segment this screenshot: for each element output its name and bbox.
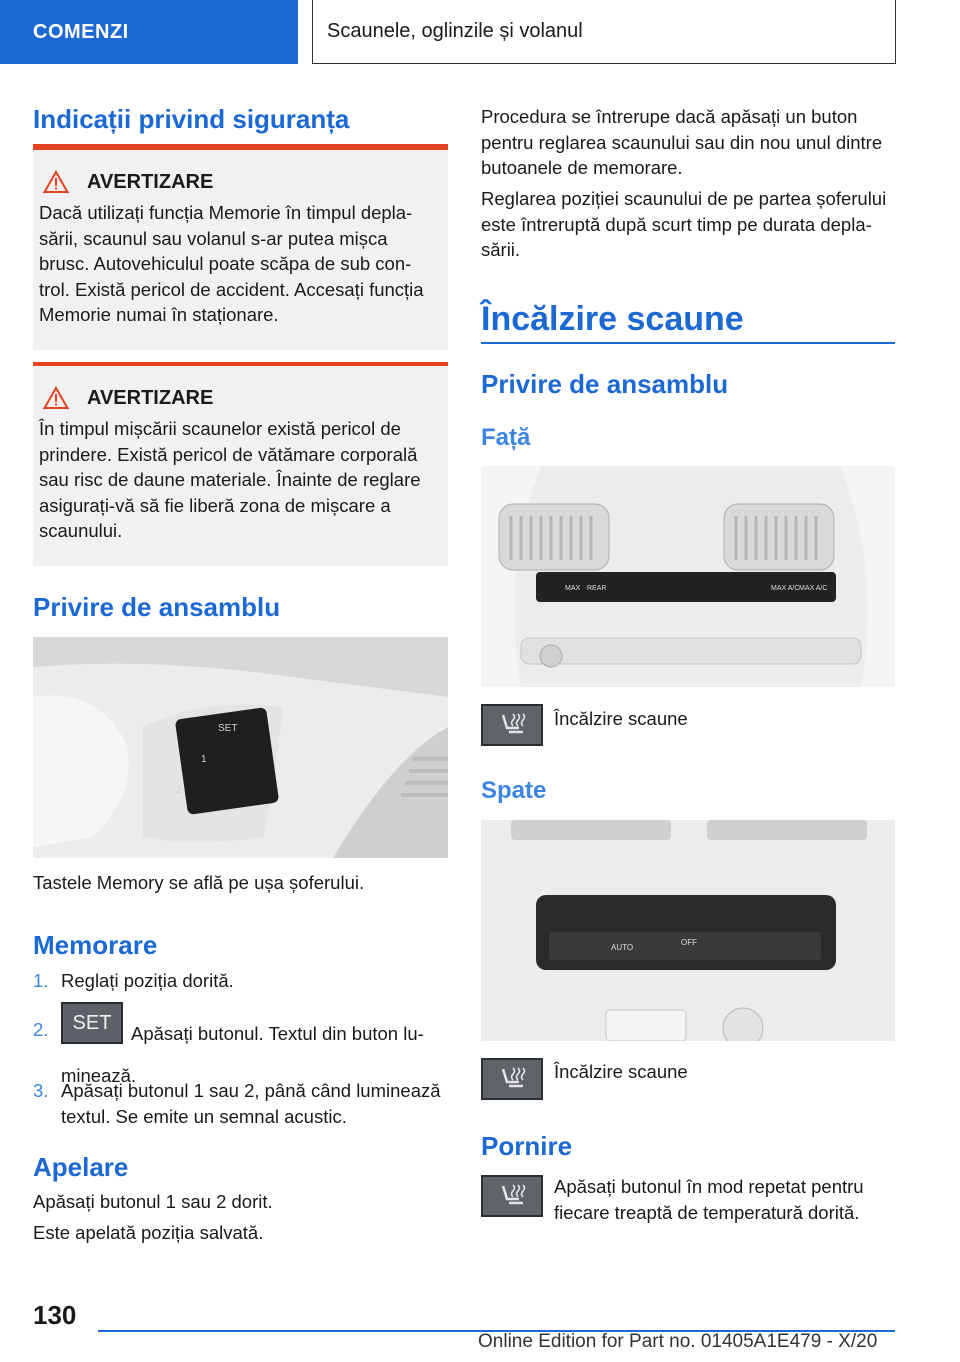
list-text: Apăsați butonul 1 sau 2, până când luminează textul. Se emite un semnal acustic. xyxy=(61,1080,441,1127)
rear-button-label: REAR xyxy=(587,585,607,592)
section-divider xyxy=(481,342,895,344)
apelare-title: Apelare xyxy=(33,1152,129,1182)
list-number: 3. xyxy=(33,1080,49,1101)
list-number: 1. xyxy=(33,970,49,991)
safety-title: Indicații privind siguranța xyxy=(33,104,350,134)
list-item xyxy=(33,968,448,994)
set-button-icon: SET xyxy=(61,1002,123,1044)
list-text: Apăsați butonul. Textul din buton lu-minează. xyxy=(61,1023,424,1086)
list-item xyxy=(33,1002,448,1086)
warning-box-pinch xyxy=(33,362,448,566)
set-key-label: SET xyxy=(218,723,238,734)
warning-box-memory xyxy=(33,144,448,350)
max-button-label: MAX xyxy=(565,585,581,592)
pornire-title: Pornire xyxy=(481,1131,573,1161)
rear-console-image xyxy=(481,820,895,1041)
section-tab: COMENZI xyxy=(0,0,298,64)
auto-button-label: AUTO xyxy=(611,943,634,952)
door-memory-buttons-image xyxy=(33,637,448,858)
list-item xyxy=(33,1078,448,1129)
list-text: Reglați poziția dorită. xyxy=(61,970,234,991)
overview-title-right: Privire de ansamblu xyxy=(481,369,729,399)
edition-text: Online Edition for Part no. 01405A1E479 - X/20 xyxy=(478,1331,878,1352)
warning-text: În timpul mișcării scaunelor există pericol de prindere. Există pericol de vătămare corporală sau risc de daune materiale. Înainte de reglare asigurați-vă să fie liberă zona de mișcare a scaunului. xyxy=(39,418,421,541)
memory-key-2-label: 2 xyxy=(176,785,182,796)
warning-label: AVERTIZARE xyxy=(87,386,214,409)
apelare-paragraph: Apăsați butonul 1 sau 2 dorit. xyxy=(33,1191,273,1212)
warning-label: AVERTIZARE xyxy=(87,170,214,193)
seat-heating-icon xyxy=(481,704,543,746)
max-ac-button-label: MAX A/C xyxy=(771,585,800,592)
overview-title-left: Privire de ansamblu xyxy=(33,592,281,622)
max-ac-button-label: MAX A/C xyxy=(799,585,828,592)
list-number: 2. xyxy=(33,1019,49,1040)
warning-text: Dacă utilizați funcția Memorie în timpul depla-sării, scaunul sau volanul s-ar putea mișca brusc. Autovehiculul poate scăpa de sub con-trol. Există pericol de accident. Accesați funcția Memorie numai în staționare. xyxy=(39,202,424,325)
warning-triangle-icon xyxy=(43,170,69,194)
front-title: Față xyxy=(481,424,531,451)
memorare-title: Memorare xyxy=(33,930,158,960)
seat-heating-icon xyxy=(481,1058,543,1100)
interrupt-paragraph: Procedura se întrerupe dacă apăsați un buton pentru reglarea scaunului sau din nou unul dintre butoanele de memorare. xyxy=(481,106,883,178)
warning-triangle-icon xyxy=(43,386,69,410)
seat-heating-title: Încălzire scaune xyxy=(481,300,744,338)
driver-seat-paragraph: Reglarea poziției scaunului de pe partea șoferului este întreruptă după scurt timp pe durata depla-sării. xyxy=(481,188,887,260)
front-console-image xyxy=(481,466,895,687)
pornire-text: Apăsați butonul în mod repetat pentru fiecare treaptă de temperatură dorită. xyxy=(554,1176,864,1223)
rear-title: Spate xyxy=(481,777,547,804)
rear-caption: Încălzire scaune xyxy=(554,1061,688,1082)
page-number: 130 xyxy=(33,1300,77,1330)
memory-key-1-label: 1 xyxy=(201,754,207,765)
off-button-label: OFF xyxy=(681,938,697,947)
door-caption: Tastele Memory se află pe ușa șoferului. xyxy=(33,872,365,893)
front-caption: Încălzire scaune xyxy=(554,708,688,729)
seat-heating-icon xyxy=(481,1175,543,1217)
chapter-title: Scaunele, oglinzile și volanul xyxy=(312,0,896,64)
apelare-paragraph: Este apelată poziția salvată. xyxy=(33,1222,264,1243)
